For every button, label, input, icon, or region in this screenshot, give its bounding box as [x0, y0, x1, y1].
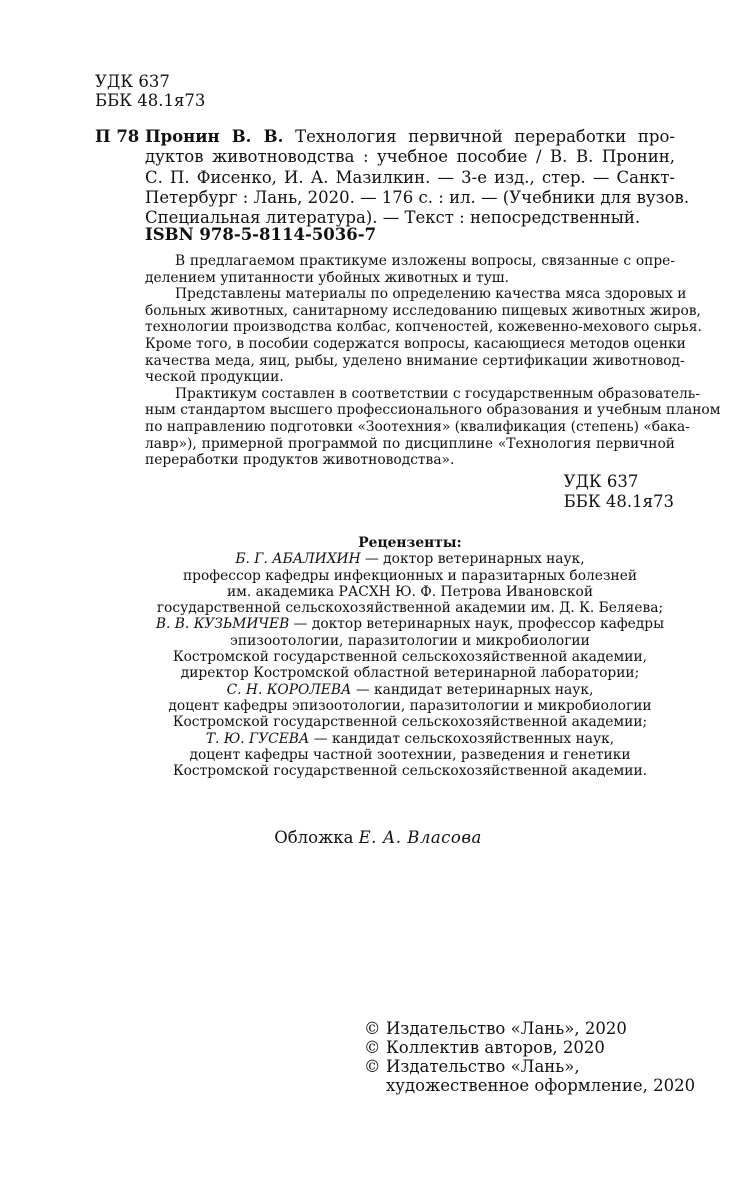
copyright-holder: Издательство «Лань», — [386, 1057, 580, 1076]
reviewer-line: доцент кафедры частной зоотехнии, разведения и генетики — [189, 746, 631, 763]
reviewer-name: В. В. КУЗЬМИЧЕВ — [155, 616, 290, 633]
cover-label: Обложка — [274, 828, 359, 847]
reviewer-line: им. академика РАСХН Ю. Ф. Петрова Ивановской — [226, 583, 594, 600]
abstract-line: больных животных, санитарному исследованию пищевых животных жиров, — [145, 302, 701, 319]
abstract-line: лавр»), примерной программой по дисциплине «Технология первичной — [145, 435, 675, 452]
classification-codes — [95, 72, 205, 110]
abstract-line: ческой продукции. — [145, 369, 284, 386]
abstract-line: Практикум составлен в соответствии с государственным образователь- — [175, 385, 700, 402]
biblio-line — [145, 127, 675, 147]
bbk-code: ББК 48.1я73 — [95, 91, 206, 110]
reviewer-title: — кандидат сельскохозяйственных наук, — [309, 730, 615, 747]
reviewer-line: эпизоотологии, паразитологии и микробиологии — [230, 632, 590, 649]
copyright-line — [364, 1019, 695, 1038]
abstract-line: по направлению подготовки «Зоотехния» (квалификация (степень) «бака- — [145, 418, 690, 435]
reviewer-first-line — [145, 551, 675, 567]
abstract-line: Кроме того, в пособии содержатся вопросы, касающиеся методов оценки — [145, 335, 686, 352]
reviewer-line: государственной сельскохозяйственной академии им. Д. К. Беляева; — [156, 600, 664, 617]
bibliographic-record — [145, 127, 690, 228]
copyright-line — [364, 1057, 695, 1076]
biblio-line-rest: Технология первичной переработки про- — [295, 127, 675, 146]
biblio-line: Петербург : Лань, 2020. — 176 с. : ил. — (Учебники для вузов. — [145, 187, 690, 207]
abstract-line: Представлены материалы по определению качества мяса здоровых и — [175, 286, 687, 303]
copyright-line — [364, 1038, 695, 1057]
reviewer-title: — кандидат ветеринарных наук, — [351, 681, 594, 698]
reviewer-line: Костромской государственной сельскохозяйственной академии, — [172, 649, 648, 666]
biblio-author: Пронин В. В. — [145, 127, 284, 146]
biblio-line: дуктов животноводства : учебное пособие / В. В. Пронин, — [145, 147, 675, 167]
reviewer-line: директор Костромской областной ветеринарной лаборатории; — [180, 665, 640, 682]
udk-code: УДК 637 — [95, 72, 170, 91]
copyright-holder: Издательство «Лань», 2020 — [386, 1019, 627, 1038]
biblio-line: С. П. Фисенко, И. А. Мазилкин. — 3-е изд., стер. — Санкт- — [145, 167, 675, 187]
bbk-code-right: ББК 48.1я73 — [563, 491, 674, 511]
copyright-holder: Коллектив авторов, 2020 — [386, 1038, 605, 1057]
reviewer-name: Т. Ю. ГУСЕВА — [205, 730, 310, 747]
reviewer-name: Б. Г. АБАЛИХИН — [235, 551, 361, 568]
abstract-line: переработки продуктов животноводства». — [145, 452, 455, 469]
cover-credit — [0, 828, 756, 847]
abstract-line: технологии производства колбас, копченостей, кожевенно-мехового сырья. — [145, 319, 702, 336]
reviewer-line: доцент кафедры эпизоотологии, паразитологии и микробиологии — [168, 697, 652, 714]
copyright-block — [364, 1019, 695, 1095]
udk-code-right: УДК 637 — [563, 472, 639, 491]
copyright-symbol: © — [364, 1019, 381, 1038]
copyright-continuation: художественное оформление, 2020 — [386, 1076, 696, 1095]
reviewer-name: С. Н. КОРОЛЕВА — [226, 681, 352, 698]
reviewer-title: — доктор ветеринарных наук, — [360, 551, 585, 568]
reviewer-line: Костромской государственной сельскохозяйственной академии. — [172, 763, 648, 780]
reviewer-first-line — [145, 616, 675, 632]
cover-designer: Е. А. Власова — [358, 828, 482, 847]
catalog-mark: П 78 — [95, 127, 140, 146]
classification-codes-right — [564, 472, 674, 511]
reviewer-line: Костромской государственной сельскохозяйственной академии; — [172, 714, 648, 731]
reviewer-title: — доктор ветеринарных наук, профессор кафедры — [289, 616, 665, 633]
copyright-symbol: © — [364, 1038, 381, 1057]
biblio-line: Специальная литература). — Текст : непосредственный. — [145, 208, 641, 228]
reviewer-first-line — [145, 731, 675, 747]
abstract — [145, 253, 721, 469]
reviewers-heading: Рецензенты: — [358, 535, 462, 551]
copyright-symbol: © — [364, 1057, 381, 1076]
abstract-line: В предлагаемом практикуме изложены вопросы, связанные с опре- — [175, 253, 675, 269]
reviewer-line: профессор кафедры инфекционных и паразитарных болезней — [182, 567, 638, 584]
reviewers — [145, 535, 675, 779]
abstract-line: ным стандартом высшего профессионального образования и учебным планом — [145, 402, 721, 419]
abstract-line: качества меда, яиц, рыбы, уделено внимание сертификации животновод- — [145, 352, 685, 369]
isbn: ISBN 978-5-8114-5036-7 — [145, 225, 377, 244]
reviewer-first-line — [145, 682, 675, 698]
abstract-line: делением упитанности убойных животных и туш. — [145, 269, 510, 286]
